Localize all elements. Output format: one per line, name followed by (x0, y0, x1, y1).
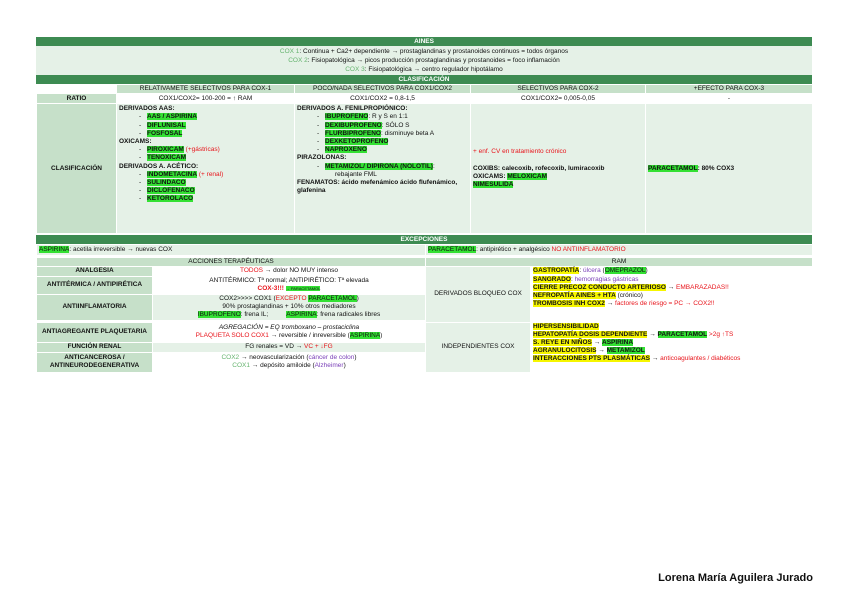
antiinflamatoria-label: ANTIINFLAMATORIA (37, 294, 153, 320)
nimesulida-line (473, 181, 643, 189)
ram-hipersensibilidad: HIPERSENSIBILIDAD (533, 322, 599, 330)
intro-cox1: COX 1: Continua + Ca2+ dependiente → prostaglandinas y prostanoides continuos = todos órganos (279, 48, 569, 55)
aines-summary-sheet (36, 37, 812, 373)
ratio-cox3: - (646, 94, 813, 104)
ram-ind-list (531, 322, 813, 372)
drug-fosfosal: FOSFOSAL (147, 129, 183, 137)
intro-cox3: COX 3: Fisiopatológica → centro regulador hipotálamo (345, 66, 503, 73)
drug-sulindaco: SULINDACO (147, 179, 186, 187)
ram-cierre-conducto: CIERRE PRECOZ CONDUCTO ARTERIOSO → EMBARAZADAS!! (533, 283, 729, 291)
excepciones-band: EXCEPCIONES (36, 235, 812, 244)
clasif-cox2-cell (471, 104, 646, 234)
renal-value: FG renales = VD → VC + ↓FG (153, 342, 426, 352)
group-derivados-aas: DERIVADOS AAS: (119, 105, 175, 113)
ram-cox-list (531, 267, 813, 322)
antiagregante-label: ANTIAGREGANTE PLAQUETARIA (37, 322, 153, 342)
ram-agranulocitosis: AGRANULOCITOSIS → METAMIZOL (533, 347, 645, 355)
excepciones-table (36, 244, 813, 256)
excepcion-aspirina: ASPIRINA: acetila irreversible → nuevas COX (37, 245, 426, 256)
antitermica-value: ANTITÉRMICO: Tª normal; ANTIPIRÉTICO: Tª elevada COX-3!!! → PARACETAMOL (153, 276, 426, 294)
clasificacion-band: CLASIFICACIÓN (36, 75, 812, 84)
oxicams-line: OXICAMS: MELOXICAM (473, 172, 548, 180)
drug-ketorolaco: KETOROLACO (147, 195, 194, 203)
drug-dexketoprofeno: DEXKETOPROFENO (325, 138, 389, 146)
intro-cox2: COX 2: Fisiopatológica → picos producción prostaglandinas y prostanoides = foco inflamación (288, 57, 560, 64)
analgesia-value: TODOS → dolor NO MUY intenso (153, 267, 426, 276)
ratio-cox1-cox2: COX1/COX2 = 0,8-1,5 (295, 94, 471, 104)
group-acetico: DERIVADOS A. ACÉTICO: (119, 162, 199, 170)
clasificacion-table (36, 84, 813, 234)
ram-trombosis: TROMBOSIS INH COX2 → factores de riesgo = PC → COX2!! (533, 300, 715, 308)
drug-meloxicam: MELOXICAM (507, 172, 548, 180)
group-fenamatos: FENAMATOS: ácido mefenámico ácido flufenámico, glafenina (297, 179, 458, 195)
ram-hepatopatia: HEPATOPATÍA DOSIS DEPENDIENTE → PARACETAMOL >2g ↑TS (533, 330, 734, 338)
clasificacion-label: CLASIFICACIÓN (37, 104, 117, 234)
drug-diclofenaco: DICLOFENACO (147, 187, 195, 195)
ram-interacciones: INTERACCIONES PTS PLASMÁTICAS → anticoagulantes / diabéticos (533, 355, 741, 363)
drug-nimesulida: NIMESULIDA (473, 180, 514, 188)
header-cox2: SELECTIVOS PARA COX-2 (471, 85, 646, 94)
header-cox1-cox2: POCO/NADA SELECTIVOS PARA COX1/COX2 (295, 85, 471, 94)
ram-sangrado: SANGRADO: hemorragias gástricas (533, 275, 639, 283)
ram-header: RAM (426, 258, 813, 267)
group-fenilpropionico: DERIVADOS A. FENILPROPIÓNICO: (297, 105, 408, 113)
drug-ibuprofeno: IBUPROFENO (325, 113, 369, 121)
title-band: AINES (36, 37, 812, 46)
ratio-cox2: COX1/COX2= 0,005-0,05 (471, 94, 646, 104)
group-oxicams: OXICAMS: (119, 138, 152, 146)
intro-block (36, 46, 812, 75)
antiagregante-value: AGREGACIÓN = EQ tromboxano – prostaciclina PLAQUETA SOLO COX1 → reversible / inreversible (ASPIRINA) (153, 322, 426, 342)
ram-gastropatia: GASTROPATÍA: úlcera (OMEPRAZOL) (533, 267, 648, 275)
drug-diflunisal: DIFLUNISAL (147, 121, 186, 129)
note-gastricas: (+gástricas) (183, 146, 220, 154)
analgesia-label: ANALGESIA (37, 267, 153, 276)
anticancerosa-value: COX2 → neovascularización (cáncer de colon) COX1 → depósito amiloide (Alzheimer) (153, 352, 426, 372)
drug-dexibuprofeno: DEXIBUPROFENO (325, 121, 382, 129)
drug-flurbiprofeno: FLURBIPROFENO (325, 129, 381, 137)
header-cox3: +EFECTO PARA COX-3 (646, 85, 813, 94)
author-name: Lorena María Aguilera Jurado (658, 572, 813, 584)
drug-tenoxicam: TENOXICAM (147, 154, 186, 162)
clasif-cox1-cell (117, 104, 295, 234)
anticancerosa-label: ANTICANCEROSA / ANTINEURODEGENERATIVA (37, 352, 153, 372)
ram-ind-label: INDEPENDIENTES COX (426, 322, 531, 372)
antitermica-label: ANTITÉRMICA / ANTIPIRÉTICA (37, 276, 153, 294)
ratio-cox1: COX1/COX2= 100-200 = ↑ RAM (117, 94, 295, 104)
drug-piroxicam: PIROXICAM (147, 146, 184, 154)
note-enf-cv: + enf. CV en tratamiento crónico (473, 148, 567, 156)
acciones-header: ACCIONES TERAPÉUTICAS (37, 258, 426, 267)
metamizol-note: rebajante FML (335, 170, 377, 178)
drug-aas: AAS / ASPIRINA (147, 113, 197, 121)
clasif-cox1-cox2-cell: DERIVADOS A. FENILPROPIÓNICO: - IBUPROFENO: R y S en 1:1 - DEXIBUPROFENO: SÓLO S - FLURBIPROFENO: disminuye beta A - DEXKETOPROFENO - NAPROXENO PIRAZOLONAS: - METAMIZOL/ DIPIRONA (NOLOTIL): rebajante FML FENAMATOS: ácido mefenámico ácido flufenámico, glafenina (295, 104, 471, 234)
ram-nefropatia: NEFROPATÍA AINES + HTA (crónico) (533, 292, 643, 300)
group-pirazolonas: PIRAZOLONAS: (297, 154, 347, 162)
coxibs-line: COXIBS: calecoxib, rofecoxib, lumiracoxib (473, 164, 605, 172)
clasif-cox3-cell: PARACETAMOL: 80% COX3 (646, 104, 813, 234)
drug-naproxeno: NAPROXENO (325, 146, 367, 154)
drug-metamizol: METAMIZOL/ DIPIRONA (NOLOTIL) (325, 162, 433, 170)
excepcion-paracetamol: PARACETAMOL: antipirético + analgésico NO ANTIINFLAMATORIO (426, 245, 813, 256)
drug-paracetamol: PARACETAMOL (648, 164, 698, 172)
header-cox1: RELATIVAMETE SELECTIVOS PARA COX-1 (117, 85, 295, 94)
ram-cox-label: DERIVADOS BLOQUEO COX (426, 267, 531, 322)
note-renal: (+ renal) (197, 170, 224, 178)
renal-label: FUNCIÓN RENAL (37, 342, 153, 352)
header-empty (37, 85, 117, 94)
drug-indometacina: INDOMETACINA (147, 170, 198, 178)
antiinflamatoria-value: COX2>>>> COX1 (EXCEPTO PARACETAMOL) 90% prostaglandinas + 10% otros mediadores IBUPROFENO: frena IL; ASPIRINA: frena radicales libres (153, 294, 426, 320)
acciones-ram-table (36, 257, 813, 372)
ram-reye: S. REYE EN NIÑOS → ASPIRINA (533, 339, 634, 347)
ratio-label: RATIO (37, 94, 117, 104)
